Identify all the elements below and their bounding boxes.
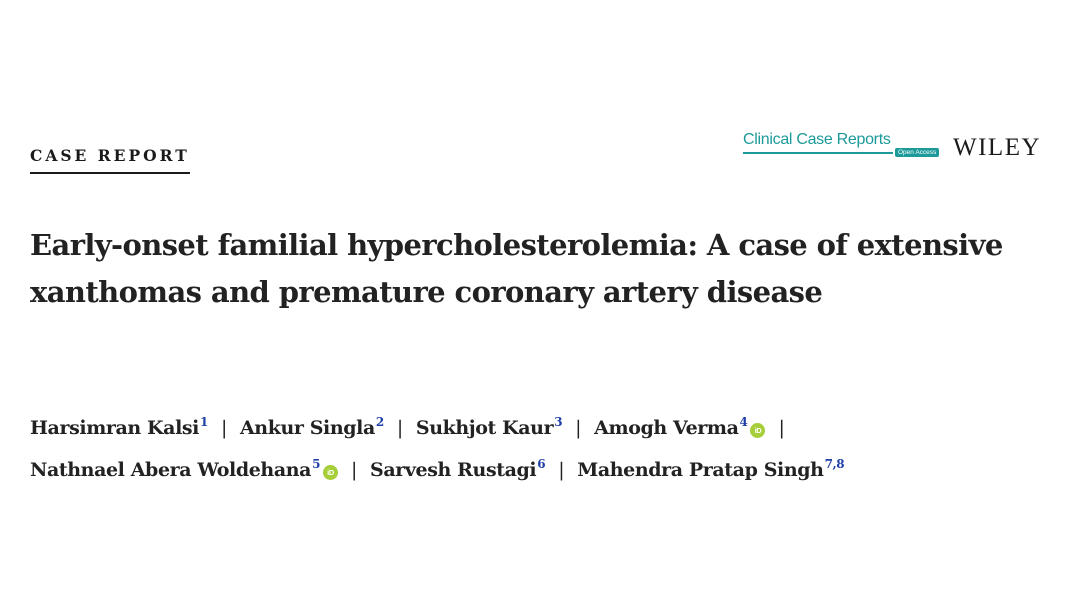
author-list bbox=[30, 404, 1050, 488]
author-item bbox=[370, 459, 545, 481]
author-item bbox=[30, 417, 208, 439]
author-name[interactable]: Nathnael Abera Woldehana bbox=[30, 459, 312, 481]
affiliation-marker[interactable]: 2 bbox=[375, 415, 384, 429]
author-name[interactable]: Ankur Singla bbox=[239, 417, 375, 439]
publisher-logo[interactable]: WILEY bbox=[953, 134, 1042, 161]
author-item bbox=[240, 417, 384, 439]
affiliation-marker[interactable]: 5 bbox=[312, 457, 321, 471]
journal-logo[interactable] bbox=[743, 131, 948, 159]
journal-underline bbox=[743, 152, 893, 154]
author-item bbox=[30, 459, 338, 481]
affiliation-marker[interactable]: 7,8 bbox=[824, 457, 845, 471]
author-name[interactable]: Sukhjot Kaur bbox=[415, 417, 554, 439]
author-separator: | bbox=[778, 417, 785, 439]
author-separator: | bbox=[220, 417, 227, 439]
author-separator: | bbox=[558, 459, 565, 481]
affiliation-marker[interactable]: 3 bbox=[554, 415, 563, 429]
author-item bbox=[594, 417, 765, 439]
author-name[interactable]: Amogh Verma bbox=[594, 417, 739, 439]
orcid-icon[interactable]: iD bbox=[323, 465, 338, 480]
article-title: Early-onset familial hypercholesterolemia: A case of extensive xanthomas and premature coronary artery disease bbox=[30, 228, 1003, 309]
author-item bbox=[577, 459, 844, 481]
author-separator: | bbox=[351, 459, 358, 481]
affiliation-marker[interactable]: 4 bbox=[739, 415, 748, 429]
author-item bbox=[416, 417, 562, 439]
affiliation-marker[interactable]: 6 bbox=[537, 457, 546, 471]
affiliation-marker[interactable]: 1 bbox=[200, 415, 208, 429]
article-type-label: CASE REPORT bbox=[30, 146, 190, 174]
author-separator: | bbox=[396, 417, 403, 439]
author-separator: | bbox=[575, 417, 582, 439]
orcid-icon[interactable]: iD bbox=[750, 423, 765, 438]
journal-name: Clinical Case Reports bbox=[743, 131, 891, 148]
author-name[interactable]: Harsimran Kalsi bbox=[30, 417, 199, 439]
open-access-badge: Open Access bbox=[895, 148, 939, 157]
author-name[interactable]: Sarvesh Rustagi bbox=[370, 459, 537, 481]
author-name[interactable]: Mahendra Pratap Singh bbox=[577, 459, 824, 481]
